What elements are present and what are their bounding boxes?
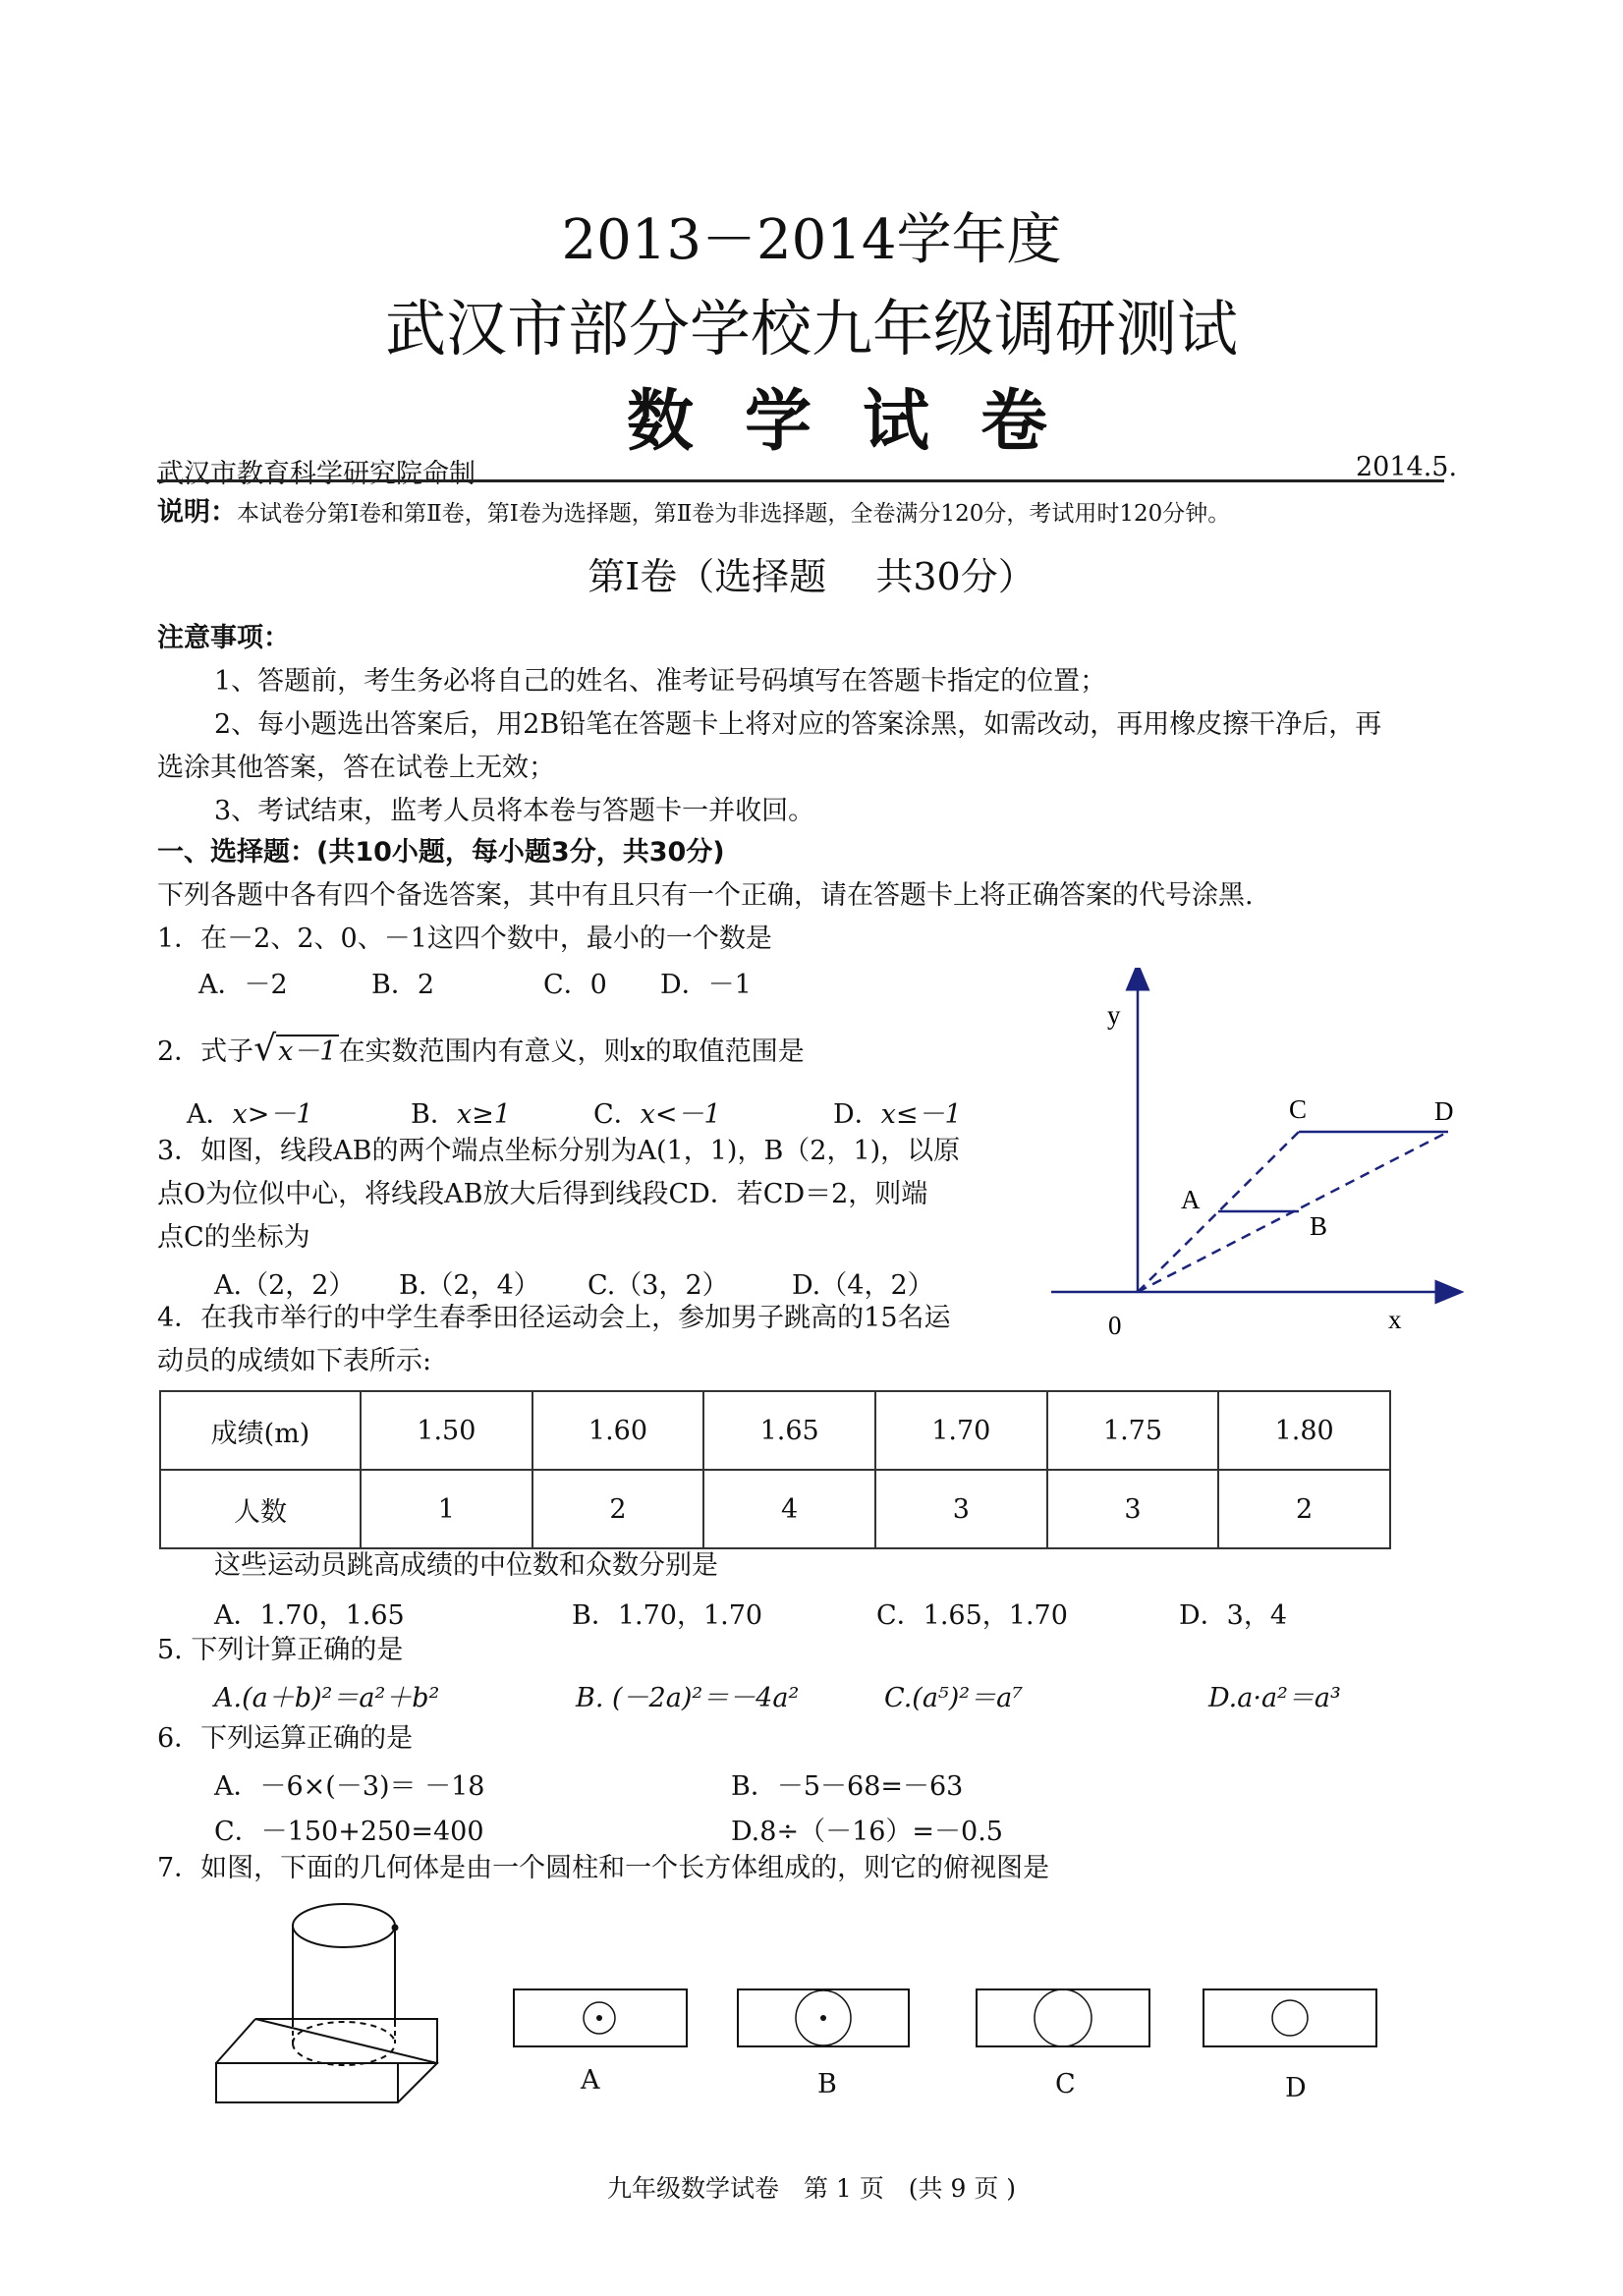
y-label: y (1107, 1000, 1121, 1030)
q5-option-a: A.(a＋b)²＝a²＋b² (214, 1683, 440, 1713)
q7-option-a-label: A (581, 2065, 600, 2096)
q7-option-a-figure (513, 1988, 688, 2047)
q3-coordinate-figure (1041, 968, 1464, 1351)
table-cell: 2 (1218, 1470, 1390, 1548)
q4-option-b: B．1.70，1.70 (572, 1600, 763, 1631)
table-cell: 1.65 (703, 1391, 875, 1470)
q2-b-value: x≥1 (456, 1099, 511, 1130)
page-footer: 九年级数学试卷 第 1 页 (共 9 页 ) (606, 2174, 1017, 2203)
table-header-cell: 成绩(m) (160, 1391, 361, 1470)
exam-date: 2014.5. (1356, 452, 1458, 482)
sqrt-sign: √ (253, 1029, 277, 1069)
q5-option-d: D.a·a²＝a³ (1208, 1683, 1341, 1713)
q2-option-b (411, 1092, 511, 1131)
q2-c-label: C． (593, 1099, 641, 1130)
table-row (160, 1470, 1390, 1548)
q6-option-b: B．－5－68=－63 (731, 1771, 964, 1802)
origin-label: 0 (1108, 1311, 1122, 1340)
q2-stem (157, 1030, 805, 1072)
q2-c-value: x<－1 (640, 1099, 721, 1130)
q7-option-c-figure (976, 1988, 1150, 2047)
exam-title: 武汉市部分学校九年级调研测试 (384, 293, 1238, 364)
q2-option-c (593, 1092, 721, 1131)
table-cell: 1.70 (875, 1391, 1047, 1470)
q5-option-b: B. (－2a)²＝－4a² (576, 1683, 800, 1713)
q7-stem: 7．如图，下面的几何体是由一个圆柱和一个长方体组成的，则它的俯视图是 (157, 1853, 1050, 1883)
part1-heading: 第Ⅰ卷（选择题 共30分） (588, 555, 1035, 598)
section-intro: 下列各题中各有四个备选答案，其中有且只有一个正确，请在答题卡上将正确答案的代号涂黑. (157, 880, 1254, 911)
point-b-label: B (1310, 1211, 1328, 1241)
point-c-label: C (1289, 1094, 1308, 1124)
point-a-label: A (1181, 1185, 1201, 1214)
q2-b-label: B． (411, 1099, 457, 1130)
q3-option-a: A.（2，2） (214, 1270, 356, 1301)
q1-option-b: B．2 (371, 970, 435, 1000)
q5-option-c: C.(a⁵)²＝a⁷ (884, 1683, 1024, 1713)
q4-option-d: D．3，4 (1179, 1600, 1288, 1631)
q4-option-a: A．1.70，1.65 (214, 1600, 405, 1631)
table-cell: 3 (875, 1470, 1047, 1548)
q2-a-label: A． (187, 1099, 233, 1130)
q2-option-a (187, 1092, 313, 1131)
q2-option-d (833, 1092, 962, 1131)
table-cell: 3 (1047, 1470, 1219, 1548)
q6-option-d: D.8÷（－16）=－0.5 (731, 1817, 1003, 1847)
q6-option-c: C．－150+250=400 (214, 1817, 484, 1847)
q2-d-value: x≤－1 (880, 1099, 962, 1130)
q1-option-d: D．－1 (660, 970, 752, 1000)
q7-option-b-figure (737, 1988, 910, 2047)
header-rule (157, 479, 1444, 482)
q1-option-c: C．0 (543, 970, 607, 1000)
table-cell: 1.75 (1047, 1391, 1219, 1470)
q7-option-c-label: C (1055, 2069, 1076, 2100)
notice-1: 1、答题前，考生务必将自己的姓名、准考证号码填写在答题卡指定的位置； (214, 666, 1107, 697)
q7-option-d-label: D (1285, 2073, 1307, 2103)
q1-stem: 1．在－2、2、0、－1这四个数中，最小的一个数是 (157, 924, 772, 954)
scores-table (159, 1390, 1391, 1549)
notice-3: 3、考试结束，监考人员将本卷与答题卡一并收回。 (214, 796, 815, 826)
notice-2a: 2、每小题选出答案后，用2B铅笔在答题卡上将对应的答案涂黑，如需改动，再用橡皮擦干净后，再 (214, 709, 1382, 740)
exam-subject: 数学试卷 (626, 383, 1098, 461)
note-text: 本试卷分第Ⅰ卷和第Ⅱ卷，第Ⅰ卷为选择题，第Ⅱ卷为非选择题，全卷满分120分，考试用时120分钟。 (237, 501, 1231, 527)
q3-option-d: D.（4，2） (792, 1270, 934, 1301)
table-cell: 1.80 (1218, 1391, 1390, 1470)
q2-a-value: x>－1 (232, 1099, 313, 1130)
q3-option-b: B.（2，4） (399, 1270, 540, 1301)
q7-solid-figure (206, 1896, 452, 2132)
q7-option-b-label: B (817, 2069, 837, 2100)
note (157, 493, 1230, 533)
q3-option-c: C.（3，2） (588, 1270, 729, 1301)
q6-option-a: A．－6×(－3)＝ －18 (214, 1771, 485, 1802)
q2-post: 在实数范围内有意义，则x的取值范围是 (338, 1036, 805, 1067)
table-cell: 1.60 (532, 1391, 704, 1470)
table-header-cell: 人数 (160, 1470, 361, 1548)
table-cell: 2 (532, 1470, 704, 1548)
q7-option-d-figure (1203, 1988, 1377, 2047)
table-cell: 1.50 (361, 1391, 532, 1470)
q3-line3: 点C的坐标为 (157, 1222, 310, 1253)
section-title: 一、选择题：(共10小题，每小题3分，共30分) (157, 837, 725, 868)
note-label: 说明： (157, 497, 237, 528)
notice-2b: 选涂其他答案，答在试卷上无效； (157, 753, 555, 783)
cylinder-top (293, 1904, 395, 1947)
q2-pre: 2．式子 (157, 1036, 254, 1067)
point-d-label: D (1434, 1096, 1454, 1126)
box-outline (216, 2019, 437, 2102)
table-cell: 4 (703, 1470, 875, 1548)
exam-year: 2013－2014学年度 (561, 208, 1062, 272)
q3-line2: 点O为位似中心，将线段AB放大后得到线段CD．若CD＝2，则端 (157, 1179, 928, 1209)
q6-stem: 6．下列运算正确的是 (157, 1723, 414, 1754)
q4-line2: 动员的成绩如下表所示: (157, 1346, 432, 1376)
notice-label: 注意事项： (157, 623, 290, 653)
table-row (160, 1391, 1390, 1470)
q4-option-c: C．1.65，1.70 (876, 1600, 1068, 1631)
q2-d-label: D． (833, 1099, 881, 1130)
issuer: 武汉市教育科学研究院命制 (157, 459, 476, 489)
q1-option-a: A．－2 (198, 970, 288, 1000)
q2-radicand: x－1 (278, 1036, 337, 1067)
q4-question: 这些运动员跳高成绩的中位数和众数分别是 (214, 1550, 718, 1581)
q4-line1: 4．在我市举行的中学生春季田径运动会上，参加男子跳高的15名运 (157, 1303, 951, 1333)
table-cell: 1 (361, 1470, 532, 1548)
q5-stem: 5. 下列计算正确的是 (157, 1635, 404, 1665)
x-label: x (1388, 1305, 1402, 1334)
q3-line1: 3．如图，线段AB的两个端点坐标分别为A(1，1)，B（2，1)，以原 (157, 1136, 961, 1166)
